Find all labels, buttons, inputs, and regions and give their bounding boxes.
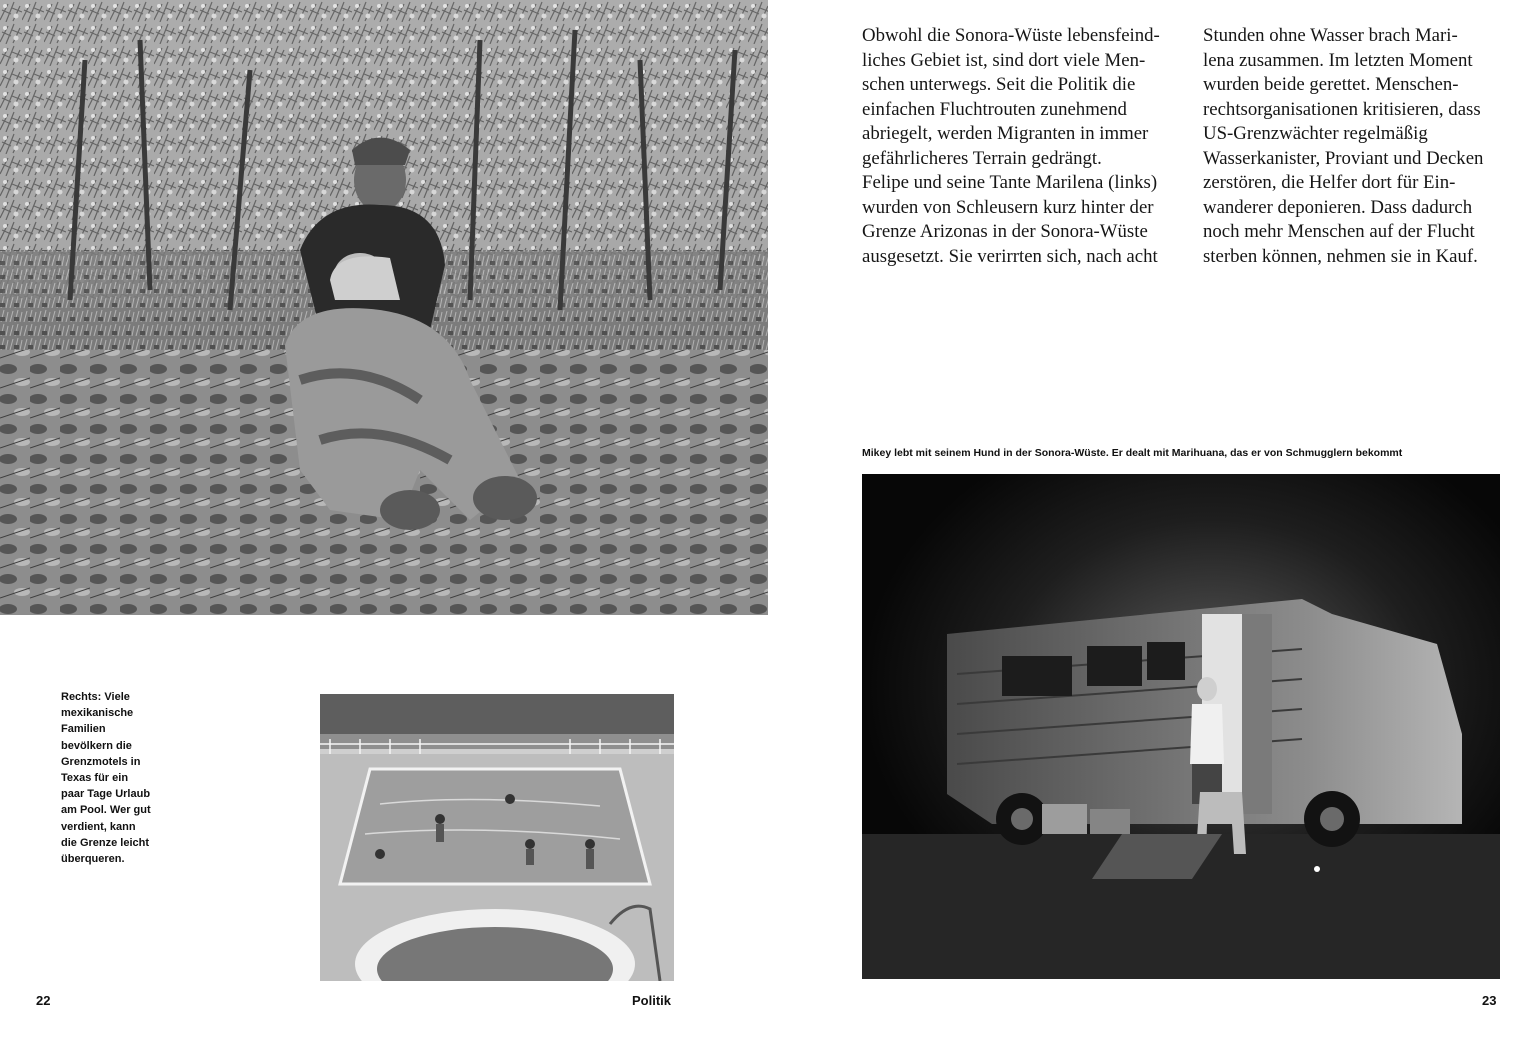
body-line: sterben können, nehmen sie in Kauf. (1203, 245, 1478, 267)
article-body-left-column (862, 24, 1192, 269)
article-body-right-column (1203, 24, 1533, 269)
desert-photo-image (0, 0, 768, 615)
body-line: US-Grenzwächter regelmäßig (1203, 123, 1428, 144)
body-line: gefährlicheres Terrain gedrängt. (862, 147, 1102, 169)
body-line: Stunden ohne Wasser brach Mari- (1203, 25, 1458, 46)
body-line: wurden beide gerettet. Menschen- (1203, 74, 1459, 95)
caption-line: mexikanische (61, 707, 134, 720)
rv-night-photo-image (862, 474, 1500, 979)
body-line: noch mehr Menschen auf der Flucht (1203, 221, 1475, 242)
caption-line: überqueren. (61, 853, 125, 866)
body-line: lena zusammen. Im letzten Moment (1203, 49, 1473, 71)
caption-line: Grenzmotels in (61, 755, 141, 768)
body-line: Felipe und seine Tante Marilena (links) (862, 172, 1158, 193)
body-line: wanderer deponieren. Dass dadurch (1203, 196, 1473, 218)
section-label: Politik (632, 993, 672, 1008)
caption-line: die Grenze leicht (61, 836, 150, 849)
body-line: ausgesetzt. Sie verirrten sich, nach acht (862, 245, 1158, 267)
desert-photo (0, 0, 768, 615)
caption-line: bevölkern die (61, 739, 132, 752)
body-line: Obwohl die Sonora-Wüste lebensfeind- (862, 25, 1160, 46)
rv-photo-caption: Mikey lebt mit seinem Hund in der Sonora-Wüste. Er dealt mit Marihuana, das er von Schmugglern bekommt (862, 447, 1403, 459)
body-line: liches Gebiet ist, sind dort viele Men- (862, 49, 1146, 71)
motel-pool-photo-image (320, 694, 674, 981)
caption-line: am Pool. Wer gut (61, 804, 151, 817)
caption-line: paar Tage Urlaub (61, 788, 151, 801)
caption-line: Rechts: Viele (61, 691, 130, 703)
body-line: einfachen Fluchtrouten zunehmend (862, 98, 1127, 120)
body-line: Wasserkanister, Proviant und Decken (1203, 147, 1484, 169)
caption-line: verdient, kann (61, 820, 136, 833)
pool-photo-caption (61, 689, 171, 867)
caption-line: Familien (61, 723, 106, 736)
motel-pool-photo (320, 694, 674, 981)
body-line: wurden von Schleusern kurz hinter der (862, 196, 1154, 218)
body-line: schen unterwegs. Seit die Politik die (862, 74, 1136, 95)
page-number-left: 22 (36, 993, 51, 1008)
page-number-right: 23 (1482, 993, 1497, 1008)
body-line: Grenze Arizonas in der Sonora-Wüste (862, 221, 1148, 242)
body-line: rechtsorganisationen kritisieren, dass (1203, 98, 1481, 120)
rv-night-photo (862, 474, 1500, 979)
caption-line: Texas für ein (61, 772, 129, 785)
body-line: abriegelt, werden Migranten in immer (862, 123, 1149, 144)
body-line: zerstören, die Helfer dort für Ein- (1203, 172, 1456, 193)
